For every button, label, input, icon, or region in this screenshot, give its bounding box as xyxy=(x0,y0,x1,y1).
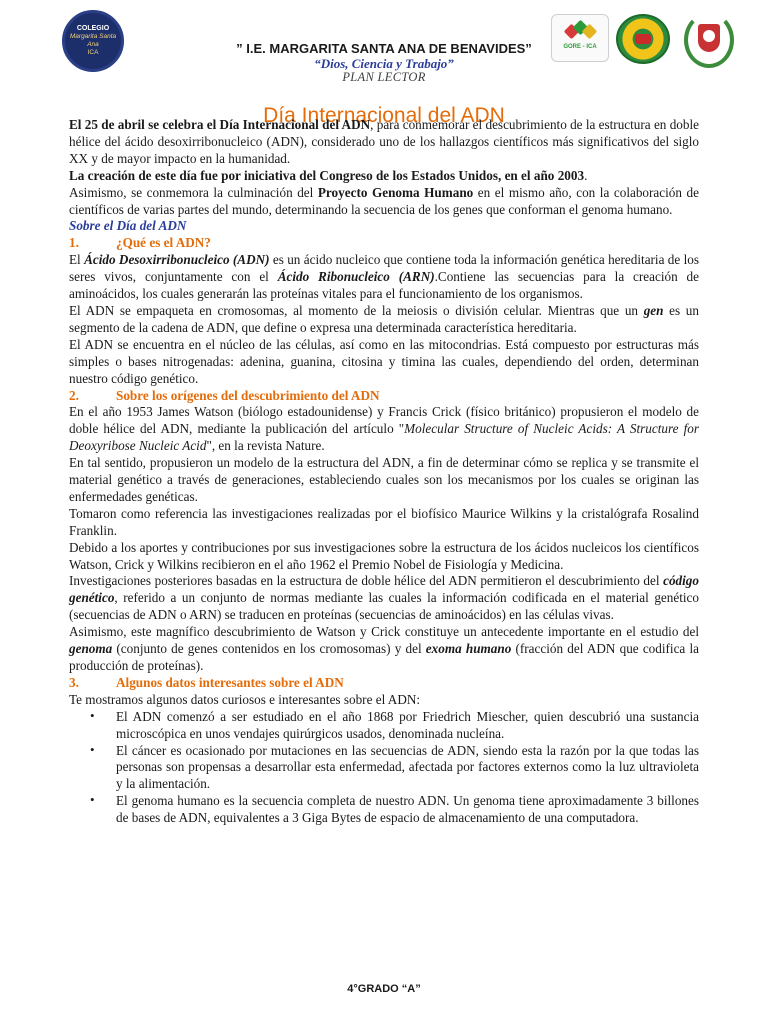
school-name: ” I.E. MARGARITA SANTA ANA DE BENAVIDES” xyxy=(236,41,532,56)
section-2-paragraph-4: Debido a los aportes y contribuciones por sus investigaciones sobre la estructura de los ácidos nucleicos los científicos Watson, Crick y Wilkins recibieron en el año 1962 el Premio Nobel de Fisiología y Medicina. xyxy=(69,539,699,572)
section-2-paragraph-1: En el año 1953 James Watson (biólogo estadounidense) y Francis Crick (físico británico) propusieron el modelo de doble hélice del ADN, mediante la publicación del artículo "Molecular Structure of Nucleic Acids: A Structure for Deoxyribose Nucleic Acid", en la revista Nature. xyxy=(69,404,699,454)
footer-grade: 4°GRADO “A” xyxy=(347,983,421,995)
plan-lector-label: PLAN LECTOR xyxy=(342,70,426,84)
intro-paragraph-3: Asimismo, se conmemora la culminación del Proyecto Genoma Humano en el mismo año, con la colaboración de científicos de varias partes del mundo, determinando la secuencia de los genes que conforman el genoma humano. xyxy=(69,184,699,217)
section-2-paragraph-2: En tal sentido, propusieron un modelo de la estructura del ADN, a fin de determinar cómo se replica y se transmite el material genético a través de generaciones, estableciendo cuales son los mecanismos por los cuales se originan las enfermedades genéticas. xyxy=(69,455,699,504)
school-motto: “Dios, Ciencia y Trabajo” xyxy=(314,56,454,71)
list-item: • El cáncer es ocasionado por mutaciones en las secuencias de ADN, siendo esta la razón por la que todas las personas son propensas a desarrollar esta enfermedad, afectada por factores externos como la luz ultravioleta y la alimentación. xyxy=(116,743,699,794)
document-body xyxy=(69,117,699,827)
section-2-paragraph-6: Asimismo, este magnífico descubrimiento de Watson y Crick constituye un antecedente importante en el estudio del genoma (conjunto de genes contenidos en los cromosomas) y del exoma humano (fracción del ADN que codifica la producción de proteínas). xyxy=(69,624,699,673)
intro-paragraph-2: La creación de este día fue por iniciativa del Congreso de los Estados Unidos, en el año 2003. xyxy=(69,167,588,183)
section-2-paragraph-3: Tomaron como referencia las investigaciones realizadas por el biofísico Maurice Wilkins y la cristalógrafa Rosalind Franklin. xyxy=(69,505,699,538)
facts-list xyxy=(69,709,699,827)
document-title: Día Internacional del ADN xyxy=(263,104,505,128)
document-header xyxy=(0,0,768,112)
school-logo: COLEGIO Margarita Santa Ana ICA xyxy=(62,10,124,72)
list-item: • El genoma humano es la secuencia completa de nuestro ADN. Un genoma tiene aproximadamente 3 billones de bases de ADN, equivalentes a 3 Giga Bytes de espacio de almacenamiento de una computadora. xyxy=(116,793,699,827)
section-3-intro: Te mostramos algunos datos curiosos e interesantes sobre el ADN: xyxy=(69,691,421,707)
section-3-heading: 3. Algunos datos interesantes sobre el ADN xyxy=(69,674,344,690)
intro-paragraph-1: El 25 de abril se celebra el Día Internacional del ADN, para conmemorar el descubrimiento de la estructura en doble hélice del ácido desoxirribonucleico (ADN), considerado uno de los hallazgos científicos más significativos del siglo XX y de mayor impacto en la humanidad. xyxy=(69,117,699,166)
section-2-heading: 2. Sobre los orígenes del descubrimiento del ADN xyxy=(69,387,380,403)
gore-ica-logo: GORE - ICA xyxy=(551,14,609,62)
sub-heading: Sobre el Día del ADN xyxy=(69,218,187,234)
section-1-paragraph-3: El ADN se encuentra en el núcleo de las células, así como en las mitocondrias. Está compuesto por estructuras más simples o bases nitrogenadas: adenina, guanina, citosina y timina las cuales, dependiendo del orden, determinan nuestro código genético. xyxy=(69,336,699,386)
section-2-paragraph-5: Investigaciones posteriores basadas en la estructura de doble hélice del ADN permitieron el descubrimiento del código genético, referido a un conjunto de normas mediante las cuales la información codificada en el material genético (secuencias de ADN o ARN) se traducen en proteínas (secuencias de aminoácidos) en las células vivas. xyxy=(69,573,699,623)
section-1-paragraph-1: El Ácido Desoxirribonucleico (ADN) es un ácido nucleico que contiene toda la información genética hereditaria de los seres vivos, conjuntamente con el Ácido Ribonucleico (ARN).Contiene las secuencias para la creación de aminoácidos, los cuales generarán las proteínas vitales para el funcionamiento de los organismos. xyxy=(69,252,699,302)
section-1-heading: 1. ¿Qué es el ADN? xyxy=(69,235,211,251)
section-1-paragraph-2: El ADN se empaqueta en cromosomas, al momento de la meiosis o división celular. Mientras que un gen es un segmento de la cadena de ADN, que define o expresa una determinada característica hereditaria. xyxy=(69,302,699,335)
list-item: • El ADN comenzó a ser estudiado en el año 1868 por Friedrich Miescher, quien descubrió una sustancia microscópica en unos vendajes quirúrgicos usados, denominada nucleína. xyxy=(116,709,699,743)
